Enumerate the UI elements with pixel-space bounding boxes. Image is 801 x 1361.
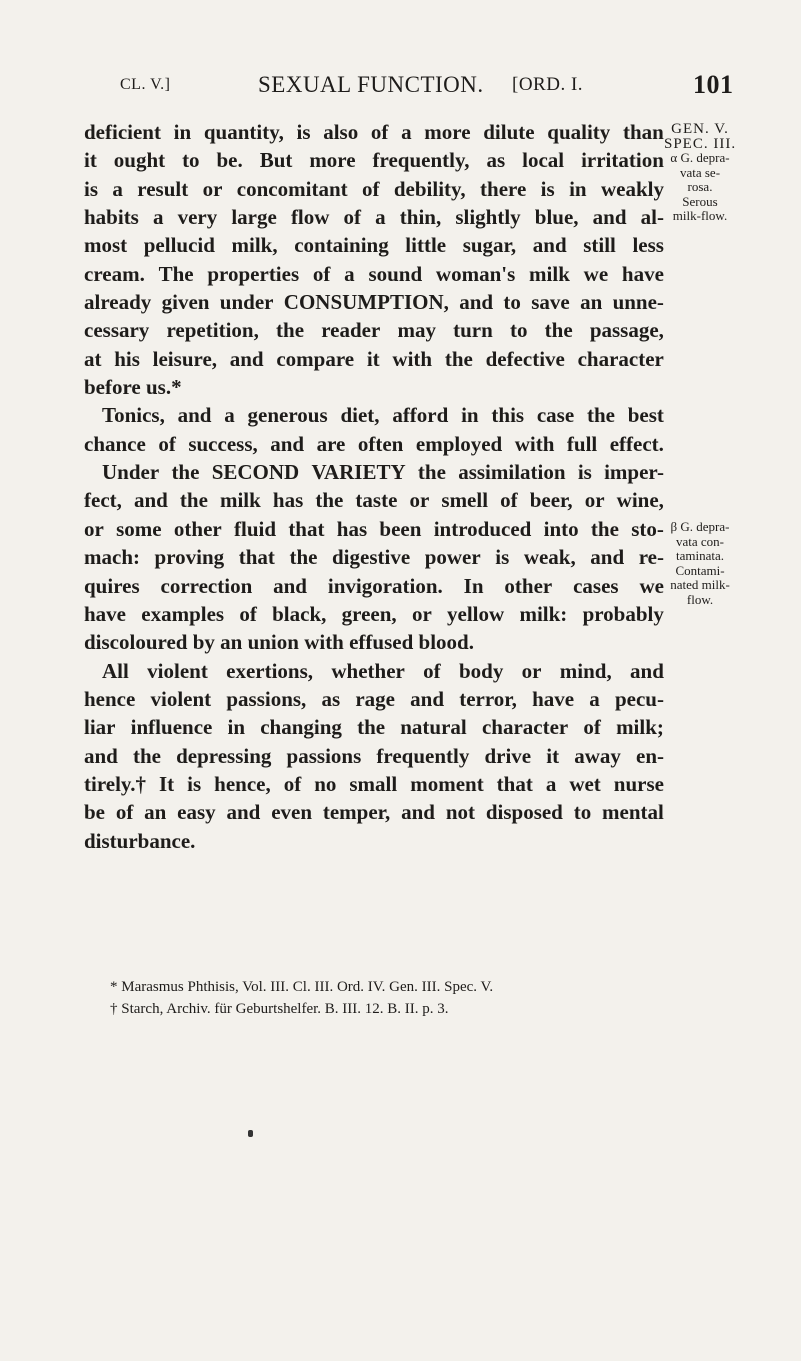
- text-line: [84, 203, 664, 231]
- word: have: [532, 686, 575, 711]
- word: we: [639, 573, 664, 598]
- word: quires: [84, 573, 140, 598]
- text-line: [84, 486, 664, 514]
- margin-line: Contami-: [675, 562, 725, 578]
- word: the: [179, 488, 208, 513]
- word: liar: [84, 715, 116, 740]
- word: turn: [453, 318, 493, 343]
- text-line: [84, 430, 664, 458]
- word: it: [366, 346, 380, 371]
- word: and: [273, 573, 307, 598]
- word: passions,: [226, 686, 307, 711]
- word: is: [296, 120, 311, 144]
- word: imper-: [604, 460, 664, 485]
- word: temper,: [322, 800, 391, 825]
- word: of: [158, 431, 176, 456]
- word: in: [173, 120, 192, 144]
- word: reader: [321, 318, 381, 343]
- margin-line: β G. depra-: [670, 519, 730, 534]
- word: milk:: [519, 601, 568, 626]
- text-line: [84, 572, 664, 600]
- word: or: [84, 516, 104, 541]
- word: effect.: [609, 431, 664, 456]
- word: the: [444, 346, 473, 371]
- word: and: [590, 545, 625, 570]
- header-chapter: CL. V.]: [120, 76, 171, 93]
- word: nurse: [613, 771, 664, 796]
- word: chance: [84, 431, 146, 456]
- word: a: [401, 120, 412, 144]
- word: or: [584, 488, 605, 513]
- ink-speck: [248, 1130, 253, 1137]
- word: green,: [341, 601, 397, 626]
- word: diet,: [340, 403, 380, 428]
- word: VARIETY: [311, 460, 406, 485]
- word: have: [84, 601, 126, 626]
- text-line: [84, 175, 664, 203]
- word: at: [84, 346, 102, 371]
- word: with: [514, 431, 555, 456]
- word: It: [159, 771, 175, 796]
- text-line: [84, 685, 664, 713]
- word: to: [503, 290, 521, 315]
- word: are: [316, 431, 346, 456]
- word: employed: [415, 431, 503, 456]
- word: character: [481, 715, 569, 740]
- word: concomitant: [236, 176, 348, 201]
- text-line: [84, 770, 664, 798]
- word: it: [84, 148, 97, 173]
- word: is: [187, 771, 202, 796]
- word: violent: [150, 686, 212, 711]
- word: milk: [219, 488, 261, 513]
- word: a: [589, 686, 600, 711]
- word: wine,: [616, 488, 664, 513]
- word: weakly: [600, 176, 664, 201]
- word: and: [532, 233, 567, 258]
- word: quality: [547, 120, 611, 144]
- word: of: [500, 488, 518, 513]
- word: debility,: [393, 176, 466, 201]
- word: changing: [260, 715, 342, 740]
- word: leisure,: [152, 346, 218, 371]
- word: In: [463, 573, 484, 598]
- word: and: [592, 205, 627, 230]
- word: compare: [276, 346, 355, 371]
- word: power: [424, 545, 481, 570]
- word: we: [583, 261, 609, 286]
- word: may: [397, 318, 436, 343]
- word: habits: [84, 205, 139, 230]
- word: than: [623, 120, 664, 144]
- word: or: [202, 176, 223, 201]
- footnotes: [110, 976, 710, 1020]
- word: small: [349, 771, 398, 796]
- word: and: [226, 800, 261, 825]
- word: as: [321, 686, 341, 711]
- word: of: [312, 261, 331, 286]
- margin-line: vata se-: [679, 164, 721, 180]
- word: taste: [355, 488, 398, 513]
- word: milk;: [616, 715, 664, 740]
- word: moment: [410, 771, 484, 796]
- word: depressing: [176, 743, 272, 768]
- margin-line: rosa.: [687, 179, 713, 194]
- word: cream.: [84, 261, 145, 286]
- word: easy: [177, 800, 216, 825]
- word: the: [417, 460, 446, 485]
- word: in: [227, 715, 246, 740]
- word: more: [424, 120, 471, 144]
- word: save: [531, 290, 570, 315]
- margin-line: flow.: [686, 591, 714, 607]
- text-line: [84, 231, 664, 259]
- word: hence,: [214, 771, 271, 796]
- word: of: [370, 120, 389, 144]
- word: success,: [188, 431, 258, 456]
- word: less: [632, 233, 664, 258]
- word: as: [486, 148, 506, 173]
- word: that: [496, 771, 533, 796]
- word: quantity,: [203, 120, 284, 144]
- margin-line: α G. depra-: [670, 150, 730, 165]
- word: away: [574, 743, 621, 768]
- word: But: [259, 148, 293, 173]
- word: violent: [147, 658, 208, 683]
- word: in: [569, 176, 587, 201]
- word: unne-: [612, 290, 664, 315]
- word: or: [409, 488, 430, 513]
- margin-line: vata con-: [675, 533, 724, 549]
- word: into: [543, 516, 579, 541]
- word: has: [336, 516, 368, 541]
- word: with: [392, 346, 433, 371]
- header-title: SEXUAL FUNCTION.: [258, 72, 484, 97]
- word: is: [577, 460, 592, 485]
- word: invigoration.: [327, 573, 443, 598]
- word: introduced: [433, 516, 532, 541]
- word: be: [84, 800, 105, 825]
- word: and: [270, 431, 305, 456]
- footnote: † Starch, Archiv. für Geburtshelfer. B. III. 12. B. II. p. 3.: [110, 1001, 449, 1017]
- word: very: [177, 205, 218, 230]
- word: tirely.†: [84, 771, 147, 796]
- word: whether: [331, 658, 405, 683]
- word: terror,: [459, 686, 517, 711]
- word: often: [357, 431, 404, 456]
- word: a: [375, 205, 386, 230]
- word: frequently: [376, 743, 470, 768]
- word: best: [627, 403, 664, 428]
- text-line: [84, 713, 664, 741]
- word: other: [173, 516, 222, 541]
- word: been: [379, 516, 422, 541]
- word: properties: [207, 261, 300, 286]
- word: under: [219, 290, 274, 315]
- word: a: [344, 261, 355, 286]
- word: afford: [392, 403, 449, 428]
- word: in: [461, 403, 479, 428]
- word: sto-: [631, 516, 664, 541]
- word: most: [84, 233, 128, 258]
- word: deficient: [84, 120, 161, 144]
- word: natural: [400, 715, 467, 740]
- word: of: [583, 715, 601, 740]
- word: of: [423, 658, 441, 683]
- word: local: [522, 148, 565, 173]
- text-line: [84, 401, 664, 429]
- word: mach:: [84, 545, 140, 570]
- word: flow: [290, 205, 330, 230]
- body-text: [84, 118, 664, 855]
- word: is: [540, 176, 555, 201]
- word: an: [580, 290, 603, 315]
- word: All: [102, 658, 129, 683]
- word: proving: [154, 545, 225, 570]
- word: exertions,: [226, 658, 314, 683]
- word: pellucid: [143, 233, 215, 258]
- word: this: [491, 403, 525, 428]
- word: probably: [582, 601, 664, 626]
- word: the: [171, 460, 200, 485]
- word: to: [509, 318, 528, 343]
- text-line: [84, 118, 664, 146]
- page-number: 101: [693, 70, 734, 99]
- text-line: before us.*: [84, 375, 182, 400]
- margin-line: milk-flow.: [672, 208, 728, 223]
- text-line: [84, 798, 664, 826]
- text-line: [84, 543, 664, 571]
- text-line: discoloured by an union with effused blood.: [84, 630, 474, 655]
- word: there: [480, 176, 527, 201]
- word: milk: [529, 261, 570, 286]
- word: CONSUMPTION,: [283, 290, 449, 315]
- text-line: [84, 316, 664, 344]
- word: drive: [484, 743, 532, 768]
- word: it: [546, 743, 560, 768]
- word: milk,: [231, 233, 278, 258]
- word: blue,: [534, 205, 579, 230]
- word: defective: [485, 346, 565, 371]
- text-line: [84, 657, 664, 685]
- text-line: [84, 288, 664, 316]
- word: influence: [130, 715, 213, 740]
- word: character: [577, 346, 664, 371]
- word: assimilation: [458, 460, 566, 485]
- word: al-: [640, 205, 664, 230]
- word: black,: [272, 601, 327, 626]
- word: rage: [355, 686, 395, 711]
- word: containing: [294, 233, 389, 258]
- word: fect,: [84, 488, 122, 513]
- word: even: [271, 800, 313, 825]
- word: case: [536, 403, 575, 428]
- word: given: [161, 290, 210, 315]
- word: not: [445, 800, 475, 825]
- word: the: [586, 403, 615, 428]
- word: result: [137, 176, 189, 201]
- word: to: [182, 148, 200, 173]
- word: mental: [602, 800, 664, 825]
- word: generous: [247, 403, 328, 428]
- word: little: [405, 233, 447, 258]
- word: the: [357, 715, 386, 740]
- margin-line: nated milk-: [670, 577, 730, 592]
- word: SECOND: [211, 460, 300, 485]
- margin-note-serous: [664, 122, 736, 224]
- word: more: [309, 148, 356, 173]
- word: and: [401, 800, 435, 825]
- word: the: [276, 318, 305, 343]
- word: a: [112, 176, 123, 201]
- word: is: [84, 176, 99, 201]
- word: and: [630, 658, 664, 683]
- word: wet: [569, 771, 601, 796]
- word: mind,: [559, 658, 612, 683]
- text-line: [84, 515, 664, 543]
- word: a: [545, 771, 557, 796]
- word: is: [495, 545, 510, 570]
- word: irritation: [581, 148, 664, 173]
- word: be.: [216, 148, 243, 173]
- word: and: [459, 290, 494, 315]
- word: a: [224, 403, 235, 428]
- word: weak,: [523, 545, 576, 570]
- word: The: [158, 261, 194, 286]
- word: pecu-: [614, 686, 664, 711]
- word: cessary: [84, 318, 150, 343]
- word: or: [411, 601, 432, 626]
- word: Under: [102, 460, 160, 485]
- footnote: * Marasmus Phthisis, Vol. III. Cl. III. Ord. IV. Gen. III. Spec. V.: [110, 979, 494, 995]
- word: passage,: [589, 318, 664, 343]
- word: examples: [141, 601, 225, 626]
- word: a: [152, 205, 164, 230]
- text-line: [84, 345, 664, 373]
- word: digestive: [332, 545, 411, 570]
- margin-line: Serous: [682, 193, 718, 209]
- word: or: [521, 658, 542, 683]
- text-line: [84, 600, 664, 628]
- running-header: [0, 72, 801, 106]
- word: re-: [638, 545, 664, 570]
- word: has: [272, 488, 304, 513]
- word: of: [362, 176, 380, 201]
- word: still: [583, 233, 616, 258]
- word: already: [84, 290, 152, 315]
- word: slightly: [455, 205, 521, 230]
- word: to: [573, 800, 592, 825]
- word: disposed: [485, 800, 563, 825]
- word: en-: [636, 743, 664, 768]
- text-line: [84, 146, 664, 174]
- word: cases: [573, 573, 619, 598]
- word: the: [315, 488, 344, 513]
- word: woman's: [435, 261, 516, 286]
- word: some: [116, 516, 162, 541]
- text-line: [84, 742, 664, 770]
- word: other: [504, 573, 553, 598]
- word: Tonics,: [102, 403, 165, 428]
- header-order: [ORD. I.: [512, 74, 584, 95]
- margin-note-contaminated: [664, 520, 736, 607]
- word: that: [238, 545, 275, 570]
- word: hence: [84, 686, 136, 711]
- word: the: [289, 545, 318, 570]
- word: and: [177, 403, 212, 428]
- word: smell: [441, 488, 489, 513]
- word: frequently,: [372, 148, 470, 173]
- margin-line: taminata.: [675, 548, 724, 563]
- word: that: [288, 516, 325, 541]
- text-line: disturbance.: [84, 828, 196, 853]
- word: the: [132, 743, 161, 768]
- word: of: [343, 205, 362, 230]
- word: of: [283, 771, 302, 796]
- margin-genus: GEN. V.: [671, 121, 729, 137]
- word: his: [114, 346, 140, 371]
- word: body: [458, 658, 504, 683]
- word: the: [590, 516, 619, 541]
- text-line: [84, 260, 664, 288]
- word: passions: [286, 743, 362, 768]
- word: repetition,: [166, 318, 259, 343]
- word: and: [229, 346, 264, 371]
- margin-species: SPEC. III.: [664, 135, 737, 152]
- word: have: [621, 261, 664, 286]
- word: also: [323, 120, 359, 144]
- word: large: [231, 205, 277, 230]
- word: of: [239, 601, 257, 626]
- word: sound: [368, 261, 423, 286]
- word: fluid: [234, 516, 277, 541]
- text-line: [84, 458, 664, 486]
- word: and: [133, 488, 168, 513]
- word: dilute: [483, 120, 535, 144]
- word: beer,: [529, 488, 573, 513]
- word: sugar,: [462, 233, 517, 258]
- word: full: [566, 431, 598, 456]
- word: an: [144, 800, 167, 825]
- word: thin,: [399, 205, 442, 230]
- word: no: [314, 771, 337, 796]
- word: and: [84, 743, 118, 768]
- word: the: [544, 318, 573, 343]
- word: ought: [113, 148, 166, 173]
- word: yellow: [447, 601, 505, 626]
- word: correction: [160, 573, 253, 598]
- word: and: [410, 686, 445, 711]
- word: of: [115, 800, 134, 825]
